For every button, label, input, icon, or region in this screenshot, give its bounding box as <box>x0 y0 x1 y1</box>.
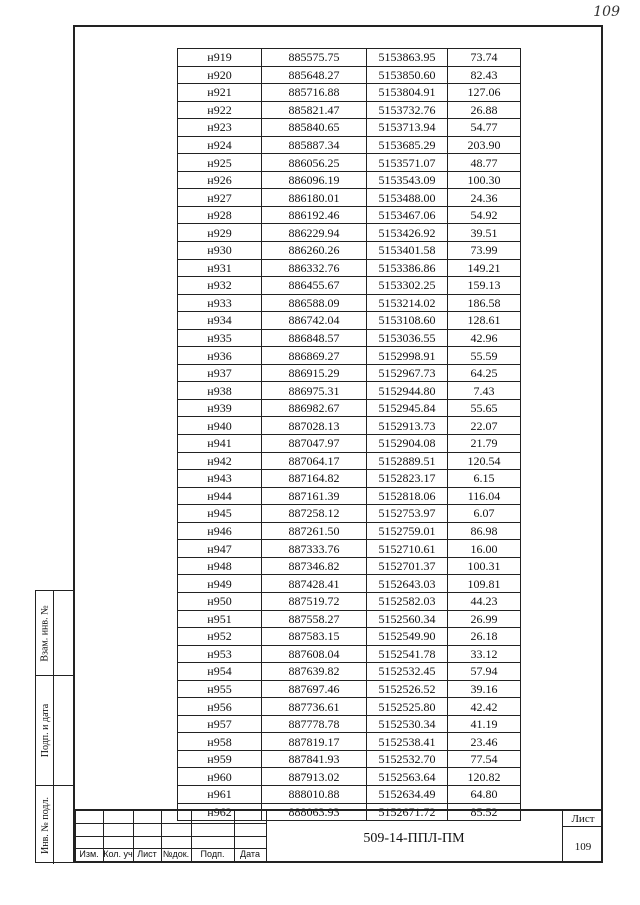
length-cell: 149.21 <box>448 259 521 277</box>
table-row <box>178 575 521 593</box>
length-cell: 26.18 <box>448 628 521 646</box>
x-coordinate-cell: 887639.82 <box>262 663 367 681</box>
x-coordinate-cell: 887346.82 <box>262 557 367 575</box>
table-row <box>178 522 521 540</box>
table-row <box>178 136 521 154</box>
x-coordinate-cell: 886192.46 <box>262 206 367 224</box>
point-id-cell: н949 <box>178 575 262 593</box>
length-cell: 42.96 <box>448 329 521 347</box>
table-row <box>178 663 521 681</box>
point-id-cell: н959 <box>178 750 262 768</box>
x-coordinate-cell: 886915.29 <box>262 364 367 382</box>
point-id-cell: н962 <box>178 803 262 821</box>
x-coordinate-cell: 887841.93 <box>262 750 367 768</box>
y-coordinate-cell: 5152904.08 <box>367 435 448 453</box>
side-stamp-inv-label: Инв. № подл. <box>40 796 52 854</box>
y-coordinate-cell: 5152710.61 <box>367 540 448 558</box>
sheet-number: 109 <box>574 841 592 853</box>
y-coordinate-cell: 5152634.49 <box>367 785 448 803</box>
x-coordinate-cell: 887047.97 <box>262 435 367 453</box>
sheet-label: Лист <box>571 813 595 825</box>
point-id-cell: н948 <box>178 557 262 575</box>
y-coordinate-cell: 5152532.70 <box>367 750 448 768</box>
side-stamp-vzam-cell <box>36 591 73 676</box>
x-coordinate-cell: 885716.88 <box>262 84 367 102</box>
x-coordinate-cell: 885575.75 <box>262 49 367 67</box>
length-cell: 39.51 <box>448 224 521 242</box>
length-cell: 54.92 <box>448 206 521 224</box>
side-stamp-podp-label: Подп. и дата <box>40 703 51 758</box>
x-coordinate-cell: 886848.57 <box>262 329 367 347</box>
table-row <box>178 101 521 119</box>
point-id-cell: н943 <box>178 470 262 488</box>
table-row <box>178 329 521 347</box>
x-coordinate-cell: 886260.26 <box>262 242 367 260</box>
point-id-cell: н925 <box>178 154 262 172</box>
table-row <box>178 733 521 751</box>
y-coordinate-cell: 5152538.41 <box>367 733 448 751</box>
point-id-cell: н956 <box>178 698 262 716</box>
length-cell: 33.12 <box>448 645 521 663</box>
table-row <box>178 417 521 435</box>
y-coordinate-cell: 5152759.01 <box>367 522 448 540</box>
point-id-cell: н934 <box>178 312 262 330</box>
length-cell: 127.06 <box>448 84 521 102</box>
length-cell: 55.65 <box>448 399 521 417</box>
table-row <box>178 610 521 628</box>
y-coordinate-cell: 5152525.80 <box>367 698 448 716</box>
length-cell: 85.52 <box>448 803 521 821</box>
x-coordinate-cell: 887261.50 <box>262 522 367 540</box>
point-id-cell: н938 <box>178 382 262 400</box>
point-id-cell: н940 <box>178 417 262 435</box>
y-coordinate-cell: 5152753.97 <box>367 505 448 523</box>
point-id-cell: н926 <box>178 171 262 189</box>
y-coordinate-cell: 5153488.00 <box>367 189 448 207</box>
y-coordinate-cell: 5152560.34 <box>367 610 448 628</box>
table-row <box>178 259 521 277</box>
y-coordinate-cell: 5153850.60 <box>367 66 448 84</box>
y-coordinate-cell: 5153036.55 <box>367 329 448 347</box>
length-cell: 64.25 <box>448 364 521 382</box>
y-coordinate-cell: 5152945.84 <box>367 399 448 417</box>
length-cell: 186.58 <box>448 294 521 312</box>
x-coordinate-cell: 886982.67 <box>262 399 367 417</box>
point-id-cell: н960 <box>178 768 262 786</box>
point-id-cell: н921 <box>178 84 262 102</box>
table-row <box>178 785 521 803</box>
x-coordinate-cell: 887558.27 <box>262 610 367 628</box>
table-row <box>178 189 521 207</box>
handwritten-page-number: 109 <box>593 4 620 20</box>
point-id-cell: н957 <box>178 715 262 733</box>
length-cell: 203.90 <box>448 136 521 154</box>
point-id-cell: н958 <box>178 733 262 751</box>
title-block-label-ndok: №док. <box>162 849 190 859</box>
point-id-cell: н945 <box>178 505 262 523</box>
table-row <box>178 435 521 453</box>
point-id-cell: н941 <box>178 435 262 453</box>
y-coordinate-cell: 5152549.90 <box>367 628 448 646</box>
y-coordinate-cell: 5152889.51 <box>367 452 448 470</box>
point-id-cell: н961 <box>178 785 262 803</box>
x-coordinate-cell: 887258.12 <box>262 505 367 523</box>
table-row <box>178 347 521 365</box>
length-cell: 39.16 <box>448 680 521 698</box>
x-coordinate-cell: 887428.41 <box>262 575 367 593</box>
x-coordinate-cell: 885821.47 <box>262 101 367 119</box>
point-id-cell: н929 <box>178 224 262 242</box>
y-coordinate-cell: 5153401.58 <box>367 242 448 260</box>
length-cell: 26.99 <box>448 610 521 628</box>
table-row <box>178 715 521 733</box>
length-cell: 82.43 <box>448 66 521 84</box>
coordinates-table <box>177 48 521 821</box>
y-coordinate-cell: 5152913.73 <box>367 417 448 435</box>
x-coordinate-cell: 885840.65 <box>262 119 367 137</box>
table-row <box>178 84 521 102</box>
x-coordinate-cell: 887819.17 <box>262 733 367 751</box>
side-stamp-vzam-label: Взам. инв. № <box>40 604 52 662</box>
length-cell: 159.13 <box>448 277 521 295</box>
table-row <box>178 399 521 417</box>
table-row <box>178 698 521 716</box>
x-coordinate-cell: 887697.46 <box>262 680 367 698</box>
title-block-label-podp: Подп. <box>200 849 225 859</box>
point-id-cell: н933 <box>178 294 262 312</box>
y-coordinate-cell: 5153302.25 <box>367 277 448 295</box>
x-coordinate-cell: 886869.27 <box>262 347 367 365</box>
y-coordinate-cell: 5152563.64 <box>367 768 448 786</box>
length-cell: 100.30 <box>448 171 521 189</box>
coordinates-table-body <box>178 49 521 821</box>
side-stamp-inv-cell <box>36 786 73 864</box>
point-id-cell: н919 <box>178 49 262 67</box>
y-coordinate-cell: 5153804.91 <box>367 84 448 102</box>
table-row <box>178 470 521 488</box>
x-coordinate-cell: 886096.19 <box>262 171 367 189</box>
point-id-cell: н927 <box>178 189 262 207</box>
y-coordinate-cell: 5153426.92 <box>367 224 448 242</box>
y-coordinate-cell: 5153732.76 <box>367 101 448 119</box>
point-id-cell: н935 <box>178 329 262 347</box>
table-row <box>178 206 521 224</box>
length-cell: 48.77 <box>448 154 521 172</box>
length-cell: 55.59 <box>448 347 521 365</box>
y-coordinate-cell: 5153685.29 <box>367 136 448 154</box>
length-cell: 42.42 <box>448 698 521 716</box>
title-block-label-data: Дата <box>240 849 260 859</box>
point-id-cell: н947 <box>178 540 262 558</box>
point-id-cell: н955 <box>178 680 262 698</box>
y-coordinate-cell: 5152823.17 <box>367 470 448 488</box>
y-coordinate-cell: 5153214.02 <box>367 294 448 312</box>
x-coordinate-cell: 887778.78 <box>262 715 367 733</box>
side-stamp <box>35 590 73 863</box>
x-coordinate-cell: 886229.94 <box>262 224 367 242</box>
x-coordinate-cell: 886455.67 <box>262 277 367 295</box>
y-coordinate-cell: 5152526.52 <box>367 680 448 698</box>
table-row <box>178 66 521 84</box>
point-id-cell: н951 <box>178 610 262 628</box>
point-id-cell: н936 <box>178 347 262 365</box>
y-coordinate-cell: 5153713.94 <box>367 119 448 137</box>
table-row <box>178 277 521 295</box>
point-id-cell: н930 <box>178 242 262 260</box>
length-cell: 6.07 <box>448 505 521 523</box>
length-cell: 120.54 <box>448 452 521 470</box>
table-row <box>178 364 521 382</box>
length-cell: 44.23 <box>448 592 521 610</box>
point-id-cell: н952 <box>178 628 262 646</box>
y-coordinate-cell: 5152530.34 <box>367 715 448 733</box>
x-coordinate-cell: 888010.88 <box>262 785 367 803</box>
y-coordinate-cell: 5152532.45 <box>367 663 448 681</box>
length-cell: 22.07 <box>448 417 521 435</box>
point-id-cell: н946 <box>178 522 262 540</box>
length-cell: 128.61 <box>448 312 521 330</box>
length-cell: 109.81 <box>448 575 521 593</box>
y-coordinate-cell: 5152944.80 <box>367 382 448 400</box>
x-coordinate-cell: 887608.04 <box>262 645 367 663</box>
point-id-cell: н939 <box>178 399 262 417</box>
point-id-cell: н931 <box>178 259 262 277</box>
side-stamp-podp-cell <box>36 676 73 786</box>
x-coordinate-cell: 887333.76 <box>262 540 367 558</box>
table-row <box>178 294 521 312</box>
y-coordinate-cell: 5152671.72 <box>367 803 448 821</box>
table-row <box>178 382 521 400</box>
table-row <box>178 628 521 646</box>
point-id-cell: н922 <box>178 101 262 119</box>
y-coordinate-cell: 5153108.60 <box>367 312 448 330</box>
y-coordinate-cell: 5152818.06 <box>367 487 448 505</box>
length-cell: 77.54 <box>448 750 521 768</box>
length-cell: 7.43 <box>448 382 521 400</box>
point-id-cell: н954 <box>178 663 262 681</box>
title-block-label-izm: Изм. <box>79 849 99 859</box>
length-cell: 73.99 <box>448 242 521 260</box>
point-id-cell: н953 <box>178 645 262 663</box>
length-cell: 6.15 <box>448 470 521 488</box>
point-id-cell: н932 <box>178 277 262 295</box>
y-coordinate-cell: 5153571.07 <box>367 154 448 172</box>
table-row <box>178 49 521 67</box>
x-coordinate-cell: 887164.82 <box>262 470 367 488</box>
point-id-cell: н920 <box>178 66 262 84</box>
length-cell: 24.36 <box>448 189 521 207</box>
x-coordinate-cell: 885648.27 <box>262 66 367 84</box>
length-cell: 73.74 <box>448 49 521 67</box>
length-cell: 64.80 <box>448 785 521 803</box>
x-coordinate-cell: 886742.04 <box>262 312 367 330</box>
y-coordinate-cell: 5153543.09 <box>367 171 448 189</box>
table-row <box>178 487 521 505</box>
y-coordinate-cell: 5152643.03 <box>367 575 448 593</box>
table-row <box>178 768 521 786</box>
length-cell: 86.98 <box>448 522 521 540</box>
title-block <box>75 809 602 863</box>
point-id-cell: н944 <box>178 487 262 505</box>
length-cell: 26.88 <box>448 101 521 119</box>
x-coordinate-cell: 887736.61 <box>262 698 367 716</box>
point-id-cell: н942 <box>178 452 262 470</box>
length-cell: 54.77 <box>448 119 521 137</box>
table-row <box>178 312 521 330</box>
length-cell: 16.00 <box>448 540 521 558</box>
title-block-label-kol: Кол. уч <box>103 849 133 859</box>
title-block-label-list: Лист <box>137 849 157 859</box>
y-coordinate-cell: 5153467.06 <box>367 206 448 224</box>
x-coordinate-cell: 887028.13 <box>262 417 367 435</box>
y-coordinate-cell: 5153863.95 <box>367 49 448 67</box>
x-coordinate-cell: 888063.93 <box>262 803 367 821</box>
point-id-cell: н923 <box>178 119 262 137</box>
x-coordinate-cell: 887064.17 <box>262 452 367 470</box>
y-coordinate-cell: 5152582.03 <box>367 592 448 610</box>
point-id-cell: н950 <box>178 592 262 610</box>
x-coordinate-cell: 886588.09 <box>262 294 367 312</box>
table-row <box>178 154 521 172</box>
length-cell: 41.19 <box>448 715 521 733</box>
length-cell: 116.04 <box>448 487 521 505</box>
length-cell: 120.82 <box>448 768 521 786</box>
y-coordinate-cell: 5152998.91 <box>367 347 448 365</box>
table-row <box>178 680 521 698</box>
point-id-cell: н924 <box>178 136 262 154</box>
x-coordinate-cell: 885887.34 <box>262 136 367 154</box>
y-coordinate-cell: 5152967.73 <box>367 364 448 382</box>
length-cell: 23.46 <box>448 733 521 751</box>
x-coordinate-cell: 886332.76 <box>262 259 367 277</box>
x-coordinate-cell: 886975.31 <box>262 382 367 400</box>
x-coordinate-cell: 886180.01 <box>262 189 367 207</box>
table-row <box>178 540 521 558</box>
table-row <box>178 242 521 260</box>
table-row <box>178 645 521 663</box>
document-code: 509-14-ППЛ-ПМ <box>363 831 465 846</box>
point-id-cell: н937 <box>178 364 262 382</box>
length-cell: 57.94 <box>448 663 521 681</box>
table-row <box>178 557 521 575</box>
y-coordinate-cell: 5153386.86 <box>367 259 448 277</box>
table-row <box>178 592 521 610</box>
table-row <box>178 505 521 523</box>
length-cell: 21.79 <box>448 435 521 453</box>
table-row <box>178 224 521 242</box>
table-row <box>178 171 521 189</box>
length-cell: 100.31 <box>448 557 521 575</box>
table-row <box>178 750 521 768</box>
point-id-cell: н928 <box>178 206 262 224</box>
y-coordinate-cell: 5152541.78 <box>367 645 448 663</box>
y-coordinate-cell: 5152701.37 <box>367 557 448 575</box>
x-coordinate-cell: 887161.39 <box>262 487 367 505</box>
x-coordinate-cell: 887583.15 <box>262 628 367 646</box>
table-row <box>178 452 521 470</box>
x-coordinate-cell: 887913.02 <box>262 768 367 786</box>
x-coordinate-cell: 886056.25 <box>262 154 367 172</box>
table-row <box>178 119 521 137</box>
x-coordinate-cell: 887519.72 <box>262 592 367 610</box>
